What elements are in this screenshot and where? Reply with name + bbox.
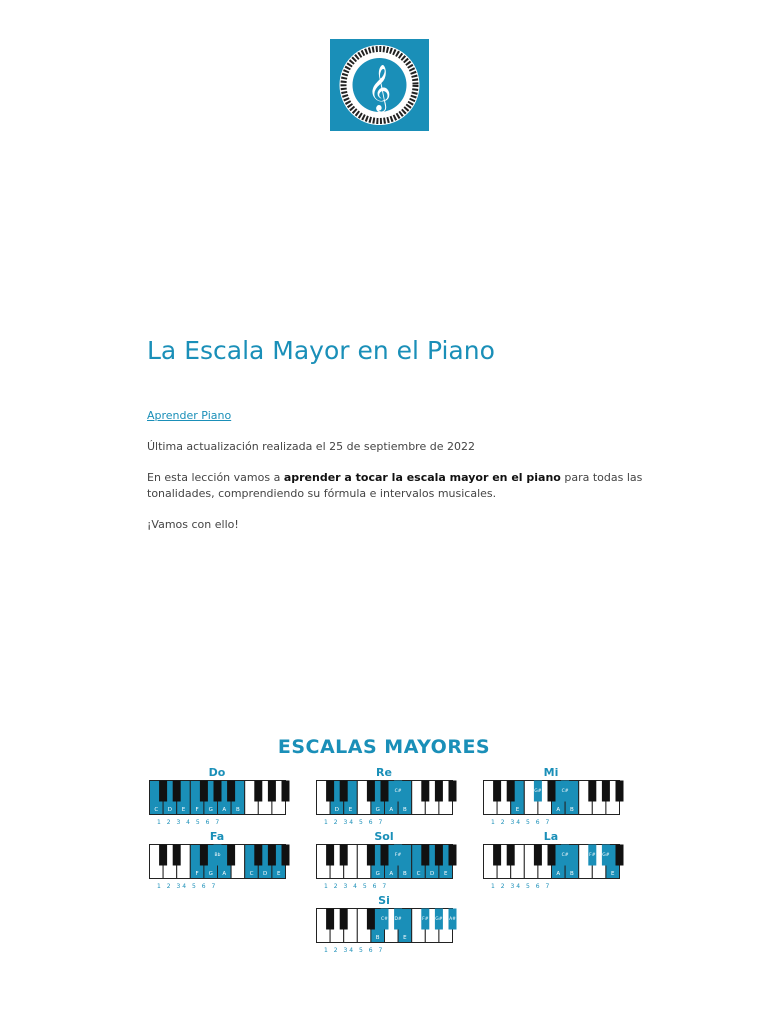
white-key-label: B [375,935,380,941]
black-key [173,845,181,866]
scale-name: Mi [543,766,559,779]
black-key [548,845,556,866]
intro-text-2: para todas las [560,471,643,484]
black-key [449,845,457,866]
white-key-label: F [195,871,199,877]
black-key [282,781,290,802]
black-key-label: F# [394,853,402,858]
black-key-label: F# [589,853,596,858]
black-key [381,781,389,802]
treble-clef-piano-icon [330,39,429,131]
black-key [493,845,501,866]
black-key-label: G# [534,789,542,794]
scale-name: Si [378,894,390,907]
figure-title: ESCALAS MAYORES [277,736,491,758]
scale-do [147,766,287,826]
intro-bold-text: aprender a tocar la escala mayor en el piano [283,471,561,484]
scale-name: Do [208,766,226,779]
black-key-label: G# [435,917,443,922]
black-key [159,781,167,802]
black-key [435,845,443,866]
keyboard-mi [483,780,619,826]
white-key-label: A [556,807,561,813]
white-key-label: C [416,871,421,877]
scale-name: Re [376,766,392,779]
black-key [268,845,276,866]
scale-sol [314,830,454,890]
white-key-label: G [208,807,213,813]
black-key [507,781,515,802]
black-key [602,781,610,802]
white-key-label: E [403,935,407,941]
black-key [367,781,375,802]
black-key-label: F# [422,917,429,922]
white-key-label: C [249,871,254,877]
white-key-label: E [515,807,520,813]
white-key-label: E [443,871,448,877]
white-key-label: F [195,807,199,813]
black-key [421,845,429,866]
scale-degrees: 1 2 3 4 5 6 7 [157,819,222,826]
black-key [326,845,334,866]
black-key-label: C# [394,789,402,794]
black-key [340,845,348,866]
black-key-label: Bb [214,853,221,858]
scale-fa [147,830,287,890]
black-key [534,845,542,866]
keyboard-re [316,780,452,826]
white-key-label: E [276,871,281,877]
white-key-label: A [222,807,227,813]
white-key-label: E [348,807,353,813]
scale-name: La [543,830,559,843]
black-key [507,845,515,866]
black-key [227,781,235,802]
page-title: La Escala Mayor en el Piano [147,336,495,365]
closing-text: ¡Vamos con ello! [147,518,239,531]
scale-re [314,766,454,826]
white-key-label: A [389,807,394,813]
keyboard-si [316,908,456,954]
black-key [588,781,596,802]
scale-si [314,894,454,954]
white-key-label: A [389,871,394,877]
black-key-label: C# [561,853,569,858]
site-logo[interactable] [330,39,429,131]
white-key-label: B [570,807,574,813]
keyboard-fa [149,844,285,890]
scale-degrees: 1 2 34 5 6 7 [324,947,385,954]
scale-degrees: 1 2 34 5 6 7 [491,883,552,890]
black-key [268,781,276,802]
black-key-label: A# [449,917,456,922]
black-key [200,781,208,802]
black-key-label: G# [602,853,610,858]
white-key-label: D [167,807,173,813]
scale-degrees: 1 2 34 5 6 7 [324,819,385,826]
svg-text:𝄞: 𝄞 [367,65,392,111]
black-key [200,845,208,866]
white-key-label: A [222,871,227,877]
black-key [227,845,235,866]
black-key [159,845,167,866]
black-key [367,845,375,866]
update-date: Última actualización realizada el 25 de septiembre de 2022 [147,440,475,453]
black-key [340,909,348,930]
black-key [548,781,556,802]
black-key [173,781,181,802]
keyboard-la [483,844,619,890]
white-key-label: B [236,807,240,813]
keyboard-do [149,780,285,826]
white-key-label: D [429,871,435,877]
intro-text-1: En esta lección vamos a [147,471,284,484]
intro-text-3: tonalidades, comprendiendo su fórmula e intervalos musicales. [147,487,497,500]
white-key-label: G [375,807,380,813]
black-key-label: C# [561,789,569,794]
white-key-label: D [334,807,340,813]
black-key [421,781,429,802]
black-key [449,781,457,802]
major-scales-figure [147,734,621,954]
black-key [616,845,624,866]
scale-name: Fa [209,830,225,843]
black-key [435,781,443,802]
black-key [367,909,375,930]
white-key-label: E [181,807,186,813]
black-key-label: D# [394,917,402,922]
white-key-label: B [403,807,407,813]
scale-degrees: 1 2 34 5 6 7 [157,883,218,890]
category-link[interactable]: Aprender Piano [147,409,232,422]
white-key-label: A [556,871,561,877]
black-key [340,781,348,802]
white-key-label: B [570,871,574,877]
black-key [381,845,389,866]
black-key [254,781,262,802]
white-key-label: C [154,807,159,813]
black-key [326,909,334,930]
white-key-label: G [208,871,213,877]
scale-la [481,830,621,890]
scale-degrees: 1 2 34 5 6 7 [491,819,552,826]
scale-degrees: 1 2 3 4 5 6 7 [324,883,389,890]
black-key [616,781,624,802]
black-key [254,845,262,866]
black-key [214,781,222,802]
black-key-label: C# [381,917,388,922]
intro-paragraph [147,470,642,502]
black-key [282,845,290,866]
white-key-label: E [610,871,615,877]
white-key-label: B [403,871,407,877]
category-paragraph [147,408,231,424]
white-key-label: G [375,871,380,877]
keyboard-sol [316,844,452,890]
white-key-label: D [262,871,268,877]
black-key [326,781,334,802]
scale-name: Sol [374,830,394,843]
black-key [493,781,501,802]
scale-mi [481,766,621,826]
